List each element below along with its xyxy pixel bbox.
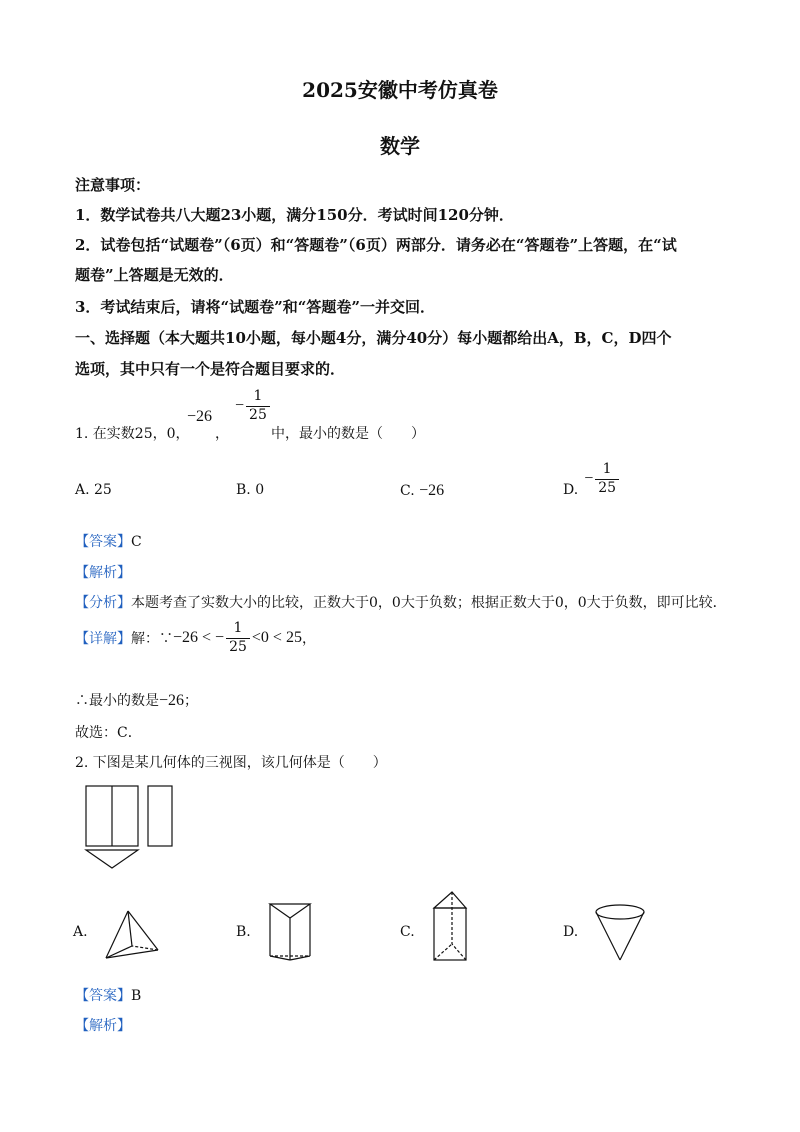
side-view xyxy=(148,786,172,846)
fenxi-text: 本题考查了实数大小的比较，正数大于0，0大于负数；根据正数大于0，0大于负数，即可比较． xyxy=(131,595,727,611)
q1-comma: ， xyxy=(215,426,229,442)
therefore-prefix: ∴最小的数是 xyxy=(75,693,159,709)
therefore-end: ； xyxy=(184,693,199,709)
q2-option-a-label: A. xyxy=(73,924,88,940)
option-d-label: D. xyxy=(563,482,579,498)
three-views-figure xyxy=(80,780,180,875)
answer-tag: 【答案】 xyxy=(75,534,131,550)
q1-option-a xyxy=(75,482,112,498)
q1-fraction xyxy=(235,388,272,424)
xiangjie-tag: 【详解】 xyxy=(75,631,131,647)
notes-item-3: 3．考试结束后，请将“试题卷”和“答题卷”一并交回． xyxy=(75,298,435,316)
q1-choose: 故选：C． xyxy=(75,725,142,741)
q2-answer-tag: 【答案】 xyxy=(75,988,131,1004)
fenxi-tag: 【分析】 xyxy=(75,595,131,611)
option-c-value: −26 xyxy=(419,482,445,499)
ineq-end: ， xyxy=(301,631,316,647)
option-d-den: 25 xyxy=(595,479,619,498)
q1-frac-num: 1 xyxy=(253,388,263,404)
q2-answer xyxy=(75,985,141,1005)
q1-therefore xyxy=(75,690,198,710)
option-d-num: 1 xyxy=(602,461,612,477)
top-view xyxy=(86,850,138,868)
option-a-label: A. xyxy=(75,482,90,498)
ineq-den: 25 xyxy=(226,638,250,657)
option-d-sign: − xyxy=(584,470,594,487)
ineq-num: 1 xyxy=(233,620,243,636)
cone-figure xyxy=(592,898,648,966)
q2-option-b-label: B. xyxy=(236,924,251,940)
q1-stem-prefix: 1. 在实数25，0， xyxy=(75,426,190,442)
q1-option-b xyxy=(236,482,264,498)
q1-option-d xyxy=(563,460,621,498)
option-c-label: C. xyxy=(400,483,415,499)
notes-heading: 注意事项： xyxy=(75,176,151,194)
subject-title: 数学 xyxy=(380,134,420,158)
q2-option-c-label: C. xyxy=(400,924,415,940)
section-1-line-1: 一、选择题（本大题共10小题，每小题4分，满分40分）每小题都给出A，B，C，D四个 xyxy=(75,329,672,347)
answer-value: C xyxy=(131,534,142,550)
pyramid-prism-figure xyxy=(428,886,478,966)
exam-title: 2025安徽中考仿真卷 xyxy=(302,78,498,102)
tetrahedron-figure xyxy=(100,908,170,963)
triangular-prism-figure xyxy=(266,900,326,965)
q2-option-d-label: D. xyxy=(563,924,579,940)
option-a-value: 25 xyxy=(94,482,112,498)
q1-fenxi xyxy=(75,592,727,612)
q2-analysis-tag: 【解析】 xyxy=(75,1018,131,1034)
q1-neg26: −26 xyxy=(187,408,213,425)
q1-option-c xyxy=(400,482,444,500)
q1-frac-den: 25 xyxy=(246,406,270,425)
notes-item-2-line-2: 题卷”上答题是无效的． xyxy=(75,266,234,284)
ineq-left: −26 < − xyxy=(173,629,225,646)
section-1-line-2: 选项，其中只有一个是符合题目要求的． xyxy=(75,360,346,378)
therefore-value: −26 xyxy=(159,692,185,709)
notes-item-2-line-1: 2．试卷包括“试题卷”（6页）和“答题卷”（6页）两部分．请务必在“答题卷”上答题，在“试 xyxy=(75,236,677,254)
option-b-label: B. xyxy=(236,482,251,498)
xiangjie-prefix: 解：∵ xyxy=(131,631,173,647)
option-b-value: 0 xyxy=(255,482,265,498)
q1-stem-suffix: 中，最小的数是（ ） xyxy=(271,426,425,442)
q1-frac-sign: − xyxy=(235,397,245,414)
notes-item-1: 1．数学试卷共八大题23小题，满分150分．考试时间120分钟． xyxy=(75,206,514,224)
q1-xiangjie xyxy=(75,620,316,656)
q1-analysis-tag: 【解析】 xyxy=(75,565,131,581)
q2-answer-value: B xyxy=(131,988,142,1004)
q2-stem: 2. 下图是某几何体的三视图，该几何体是（ ） xyxy=(75,755,387,771)
q1-answer xyxy=(75,531,142,551)
ineq-right: <0 < 25 xyxy=(251,629,302,646)
